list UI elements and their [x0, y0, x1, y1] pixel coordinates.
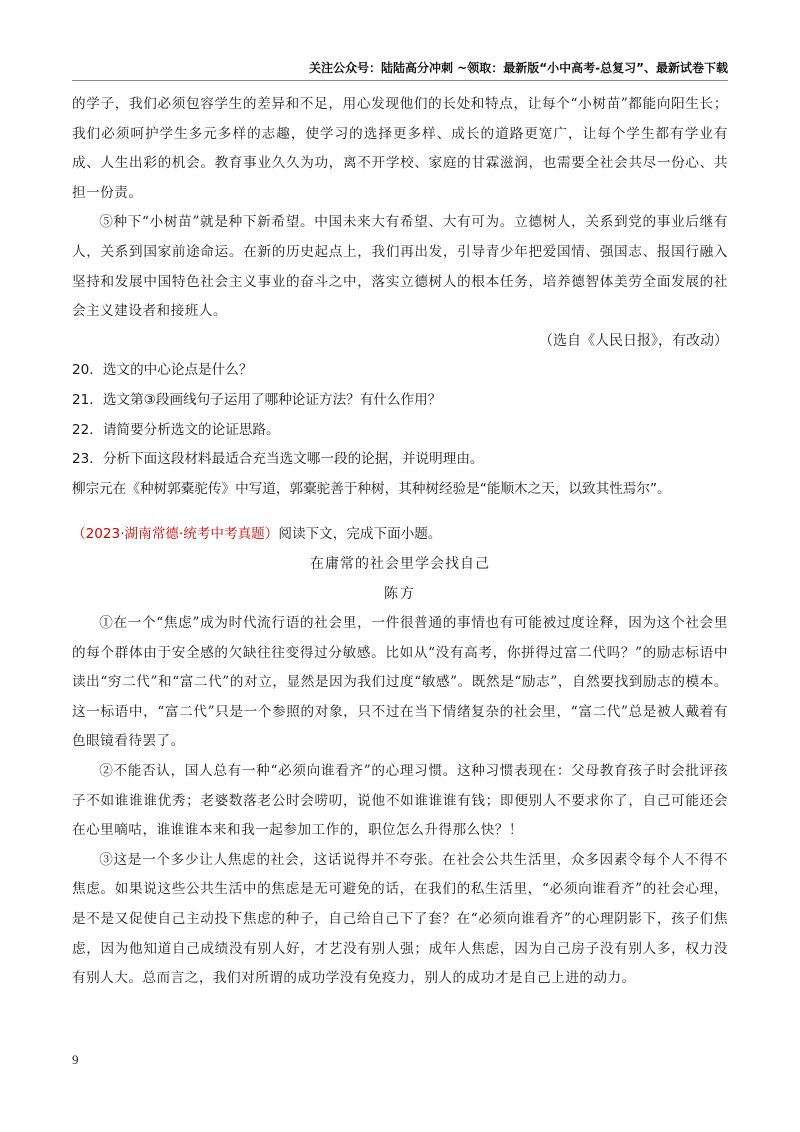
article-paragraph-3: ③这是一个多少让人焦虑的社会，这话说得并不夸张。在社会公共生活里，众多因素令每个人不得不焦虑。如果说这些公共生活中的焦虑是无可避免的话，在我们的私生活里，“必须向谁看齐”的社会心理，是不是又促使自己主动投下焦虑的种子，自己给自己下了套？在“必须向谁看齐”的心理阴影下，孩子们焦虑，因为他知道自己成绩没有别人好，才艺没有别人强；成年人焦虑，因为自己房子没有别人多，权力没有别人大。总而言之，我们对所谓的成功学没有免疫力，别人的成功才是自己上进的动力。	[72, 851, 728, 987]
passage1-paragraph-4-continued: 的学子，我们必须包容学生的差异和不足，用心发现他们的长处和特点，让每个“小树苗”都能向阳生长；我们必须呵护学生多元多样的志趣，使学习的选择更多样、成长的道路更宽广，让每个学生都有学业有成、人生出彩的机会。教育事业久久为功，离不开学校、家庭的甘霖滋润，也需要全社会共尽一份心、共担一份责。	[72, 96, 728, 201]
page-header: 关注公众号：陆陆高分冲刺 ~领取：最新版“小中高考-总复习”、最新试卷下载	[309, 61, 728, 75]
document-body	[72, 90, 728, 994]
article-paragraph-2: ②不能否认，国人总有一种“必须向谁看齐”的心理习惯。这种习惯表现在：父母教育孩子时会批评孩子不如谁谁谁优秀；老婆数落老公时会唠叨，说他不如谁谁谁有钱；即便别人不要求你了，自己可能还会在心里嘀咕，谁谁谁本来和我一起参加工作的，职位怎么升得那么快？！	[72, 763, 728, 839]
exam-source-tag: （2023·湖南常德·统考中考真题）	[72, 526, 279, 543]
section2-instruction: 阅读下文，完成下面小题。	[278, 526, 442, 543]
question-23-material: 柳宗元在《种树郭橐驼传》中写道，郭橐驼善于种树，其种树经验是“能顺木之天，以致其性焉尔”。	[72, 480, 671, 497]
section2-heading	[72, 520, 728, 550]
question-20: 20．选文的中心论点是什么？	[72, 362, 253, 379]
article-paragraph-1: ①在一个“焦虑”成为时代流行语的社会里，一件很普通的事情也有可能被过度诠释，因为这个社会里的每个群体由于安全感的欠缺往往变得过分敏感。比如从“没有高考，你拼得过富二代吗？”的励志标语中读出“穷二代”和“富二代”的对立，显然是因为我们过度“敏感”。既然是“励志”，自然要找到励志的模本。这一标语中，“富二代”只是一个参照的对象，只不过在当下情绪复杂的社会里，“富二代”总是被人戴着有色眼镜看待罢了。	[72, 615, 728, 750]
page-number: 9	[72, 1052, 79, 1067]
passage1-source: （选自《人民日报》，有改动）	[539, 332, 728, 349]
header-divider	[72, 80, 728, 81]
question-23: 23．分析下面这段材料最适合充当选文哪一段的论据，并说明理由。	[72, 451, 484, 468]
article-title: 在庸常的社会里学会找自己	[310, 555, 490, 572]
question-21: 21．选文第③段画线句子运用了哪种论证方法？有什么作用？	[72, 391, 442, 408]
question-22: 22．请简要分析选文的论证思路。	[72, 421, 280, 438]
passage1-paragraph-5: ⑤种下“小树苗”就是种下新希望。中国未来大有希望、大有可为。立德树人，关系到党的事业后继有人，关系到国家前途命运。在新的历史起点上，我们再出发，引导青少年把爱国情、强国志、报国行融入坚持和发展中国特色社会主义事业的奋斗之中，落实立德树人的根本任务，培养德智体美劳全面发展的社会主义建设者和接班人。	[72, 214, 728, 320]
article-author: 陈方	[384, 585, 416, 602]
section-gap	[72, 504, 728, 520]
